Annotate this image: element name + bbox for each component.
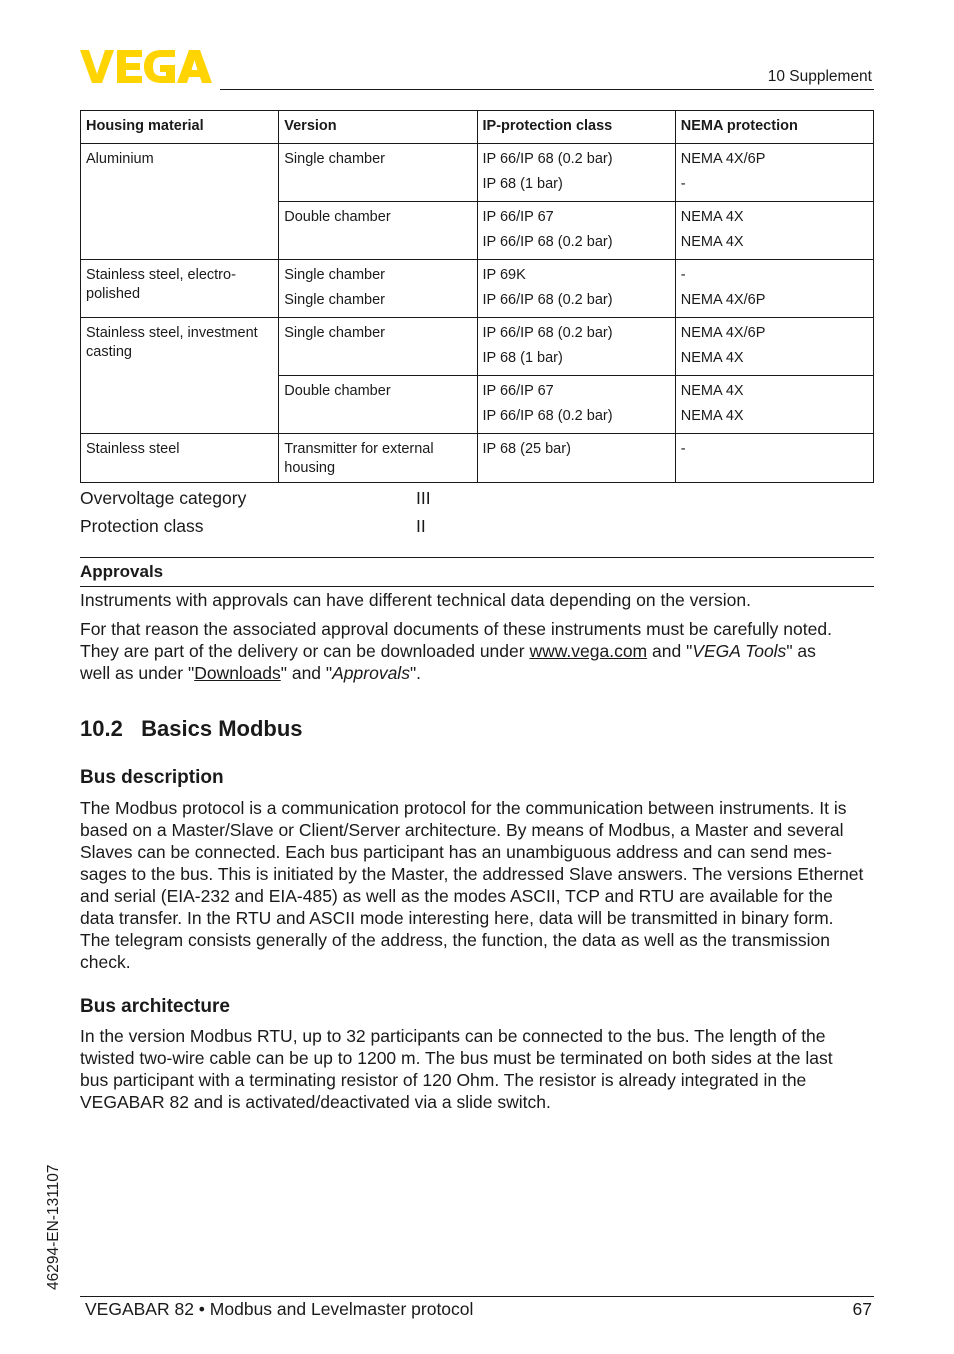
vega-website-link[interactable]: www.vega.com — [529, 641, 648, 661]
header-rule — [220, 89, 874, 90]
approvals-heading: Approvals — [80, 562, 164, 581]
table-row — [81, 318, 874, 376]
downloads-link[interactable]: Downloads — [194, 663, 281, 683]
page-number: 67 — [852, 1299, 872, 1319]
approvals-paragraph-2: For that reason the associated approval documents of these instruments must be carefully noted. They are part of the delivery or can be downloaded under www.vega.com and "VEGA Tools" as well as under "Downloads" and "Approvals". — [80, 619, 832, 683]
table-cell-ip: IP 69K IP 66/IP 68 (0.2 bar) — [477, 260, 675, 318]
table-cell-ip: IP 66/IP 67 IP 66/IP 68 (0.2 bar) — [477, 202, 675, 260]
table-cell-version: Single chamber — [279, 144, 477, 202]
table-row — [81, 260, 874, 318]
table-cell-nema: NEMA 4X/6P - — [675, 144, 873, 202]
table-cell-material: Stainless steel, investment casting — [81, 318, 279, 434]
table-cell-version: Double chamber — [279, 376, 477, 434]
table-cell-material: Stainless steel, electro-polished — [81, 260, 279, 318]
table-header-row — [81, 111, 874, 144]
table-cell-nema: - — [675, 434, 873, 483]
table-row — [81, 144, 874, 202]
bus-architecture-paragraph: In the version Modbus RTU, up to 32 participants can be connected to the bus. The length of the twisted two-wire cable can be up to 1200 m. The bus must be terminated on both sides at the last bus participant with a terminating resistor of 120 Ohm. The resistor is already integrated in the VEGABAR 82 and is activated/deactivated via a slide switch. — [80, 1026, 833, 1112]
column-header-ip-protection-class: IP-protection class — [477, 111, 675, 144]
vega-logo — [80, 50, 212, 84]
approvals-bottom-rule — [80, 586, 874, 587]
footer-title: VEGABAR 82 • Modbus and Levelmaster protocol — [85, 1299, 474, 1319]
table-cell-material: Aluminium — [81, 144, 279, 260]
approvals-paragraph-1: Instruments with approvals can have different technical data depending on the version. — [80, 590, 751, 610]
table-cell-ip: IP 66/IP 67 IP 66/IP 68 (0.2 bar) — [477, 376, 675, 434]
column-header-housing-material: Housing material — [81, 111, 279, 144]
overvoltage-category-value: III — [416, 488, 431, 508]
bus-architecture-heading: Bus architecture — [80, 996, 230, 1017]
footer-rule — [80, 1296, 874, 1297]
table-cell-nema: NEMA 4X NEMA 4X — [675, 202, 873, 260]
table-cell-nema: NEMA 4X NEMA 4X — [675, 376, 873, 434]
table-row — [81, 434, 874, 483]
table-cell-version: Transmitter for external housing — [279, 434, 477, 483]
table-cell-nema: - NEMA 4X/6P — [675, 260, 873, 318]
document-id: 46294-EN-131107 — [45, 1164, 62, 1290]
column-header-nema-protection: NEMA protection — [675, 111, 873, 144]
column-header-version: Version — [279, 111, 477, 144]
bus-description-heading: Bus description — [80, 767, 224, 788]
protection-class-label: Protection class — [80, 516, 204, 536]
table-cell-version: Double chamber — [279, 202, 477, 260]
table-cell-version: Single chamber Single chamber — [279, 260, 477, 318]
bus-description-paragraph: The Modbus protocol is a communication protocol for the communication between instruments. It is based on a Master/Slave or Client/Server architecture. By means of Modbus, a Master and several Slaves can be connected. Each bus participant has an unambiguous address and can send mes- sages to the bus. This is initiated by the Master, the addressed Slave answers. The versions Ethernet and serial (EIA-232 and EIA-485) as well as the modes ASCII, TCP and RTU are available for the data transfer. In the RTU and ASCII mode interesting here, data will be transmitted in binary form. The telegram consists generally of the address, the function, the data as well as the transmission check. — [80, 798, 864, 972]
table-cell-version: Single chamber — [279, 318, 477, 376]
section-label: 10 Supplement — [767, 68, 872, 85]
section-title: 10.2 Basics Modbus — [80, 716, 303, 741]
approvals-top-rule — [80, 557, 874, 558]
protection-class-value: II — [416, 516, 426, 536]
overvoltage-category-label: Overvoltage category — [80, 488, 247, 508]
table-cell-ip: IP 68 (25 bar) — [477, 434, 675, 483]
table-cell-nema: NEMA 4X/6P NEMA 4X — [675, 318, 873, 376]
table-cell-ip: IP 66/IP 68 (0.2 bar) IP 68 (1 bar) — [477, 318, 675, 376]
table-cell-material: Stainless steel — [81, 434, 279, 483]
table-cell-ip: IP 66/IP 68 (0.2 bar) IP 68 (1 bar) — [477, 144, 675, 202]
housing-protection-table — [80, 110, 874, 483]
